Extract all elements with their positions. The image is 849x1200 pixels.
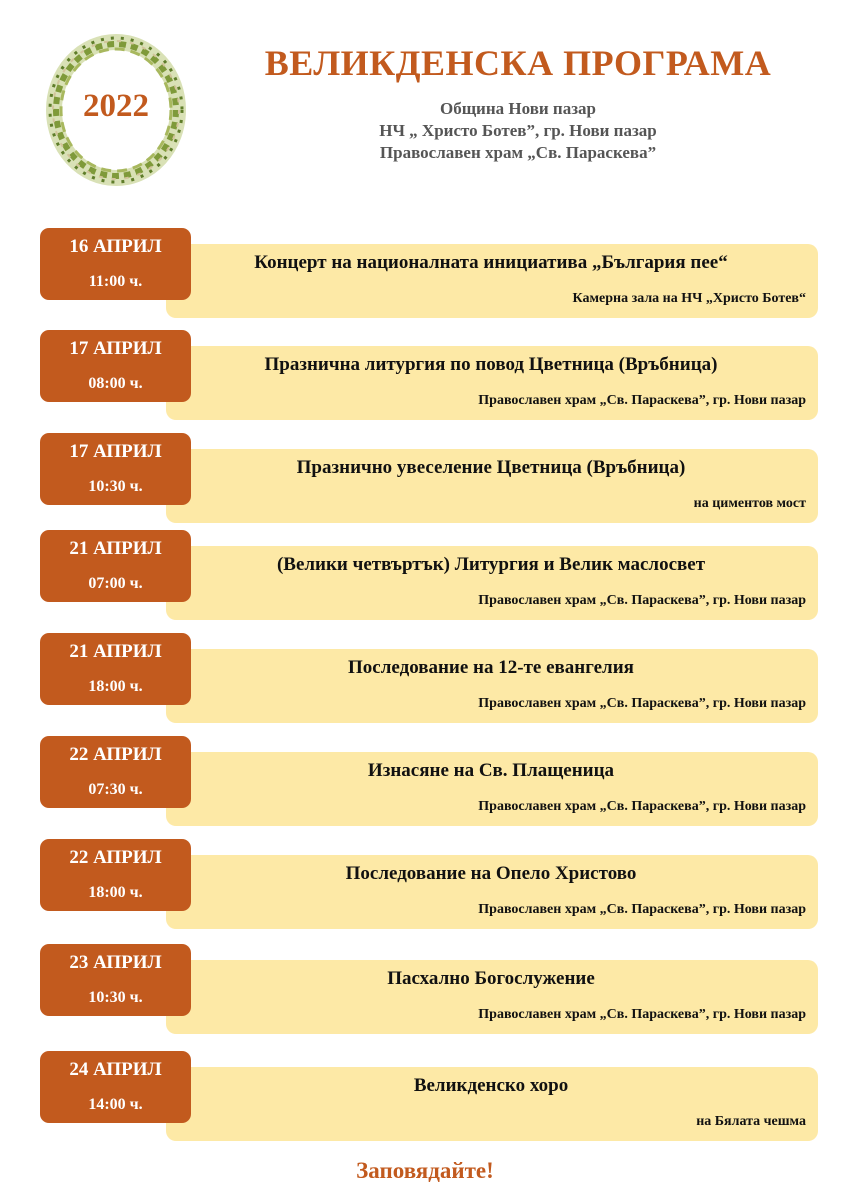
willow-wreath-image: [36, 24, 196, 200]
event-time: 18:00 ч.: [88, 678, 143, 695]
welcome-text: Заповядайте!: [356, 1158, 494, 1183]
event-row: [0, 433, 849, 525]
event-row: [0, 228, 849, 320]
event-time: 11:00 ч.: [88, 273, 143, 290]
event-date-box: [40, 228, 191, 300]
event-time: 10:30 ч.: [88, 478, 143, 495]
event-title: Концерт на националната инициатива „България пее“: [254, 252, 728, 273]
event-place: Камерна зала на НЧ „Христо Ботев“: [572, 291, 806, 306]
event-row: [0, 1051, 849, 1143]
event-date-box: [40, 433, 191, 505]
event-place: Православен храм „Св. Параскева”, гр. Нови пазар: [478, 799, 806, 814]
event-row: [0, 330, 849, 422]
event-time: 07:00 ч.: [88, 575, 143, 592]
event-date: 21 АПРИЛ: [69, 641, 162, 662]
event-place: на циментов мост: [693, 496, 806, 511]
organizers: [268, 98, 768, 164]
organizer-line: НЧ „ Христо Ботев”, гр. Нови пазар: [379, 121, 657, 140]
year-label: 2022: [83, 87, 149, 124]
event-date: 21 АПРИЛ: [69, 538, 162, 559]
event-row: [0, 736, 849, 828]
event-place: Православен храм „Св. Параскева”, гр. Нови пазар: [478, 593, 806, 608]
event-date: 22 АПРИЛ: [69, 744, 162, 765]
event-date: 17 АПРИЛ: [69, 441, 162, 462]
event-title: Последование на Опело Христово: [345, 863, 637, 884]
event-row: [0, 633, 849, 725]
event-date-box: [40, 530, 191, 602]
event-row: [0, 530, 849, 622]
event-row: [0, 944, 849, 1036]
event-date: 23 АПРИЛ: [69, 952, 162, 973]
event-title: Изнасяне на Св. Плащеница: [367, 760, 615, 781]
event-title: Великденско хоро: [413, 1075, 569, 1096]
organizer-line: Община Нови пазар: [439, 99, 597, 118]
event-date-box: [40, 330, 191, 402]
event-date-box: [40, 736, 191, 808]
event-place: Православен храм „Св. Параскева”, гр. Нови пазар: [478, 902, 806, 917]
event-time: 10:30 ч.: [88, 989, 143, 1006]
event-title: Последование на 12-те евангелия: [348, 657, 634, 678]
event-title: (Велики четвъртък) Литургия и Велик маслосвет: [276, 554, 706, 575]
event-title: Празнична литургия по повод Цветница (Връбница): [264, 354, 718, 375]
event-date-box: [40, 633, 191, 705]
event-date-box: [40, 1051, 191, 1123]
event-time: 18:00 ч.: [88, 884, 143, 901]
event-time: 14:00 ч.: [88, 1096, 143, 1113]
event-place: Православен храм „Св. Параскева”, гр. Нови пазар: [478, 393, 806, 408]
event-date-box: [40, 944, 191, 1016]
organizer-line: Православен храм „Св. Параскева”: [379, 143, 657, 162]
event-row: [0, 839, 849, 931]
event-place: Православен храм „Св. Параскева”, гр. Нови пазар: [478, 696, 806, 711]
event-date: 17 АПРИЛ: [69, 338, 162, 359]
event-title: Празнично увеселение Цветница (Връбница): [296, 457, 686, 478]
event-date: 22 АПРИЛ: [69, 847, 162, 868]
page-title: ВЕЛИКДЕНСКА ПРОГРАМА: [264, 43, 772, 83]
event-date: 24 АПРИЛ: [69, 1059, 162, 1080]
event-time: 08:00 ч.: [88, 375, 143, 392]
event-place: на Бялата чешма: [696, 1114, 806, 1129]
event-date-box: [40, 839, 191, 911]
event-date: 16 АПРИЛ: [69, 236, 162, 257]
event-place: Православен храм „Св. Параскева”, гр. Нови пазар: [478, 1007, 806, 1022]
event-time: 07:30 ч.: [88, 781, 143, 798]
event-title: Пасхално Богослужение: [387, 968, 595, 989]
